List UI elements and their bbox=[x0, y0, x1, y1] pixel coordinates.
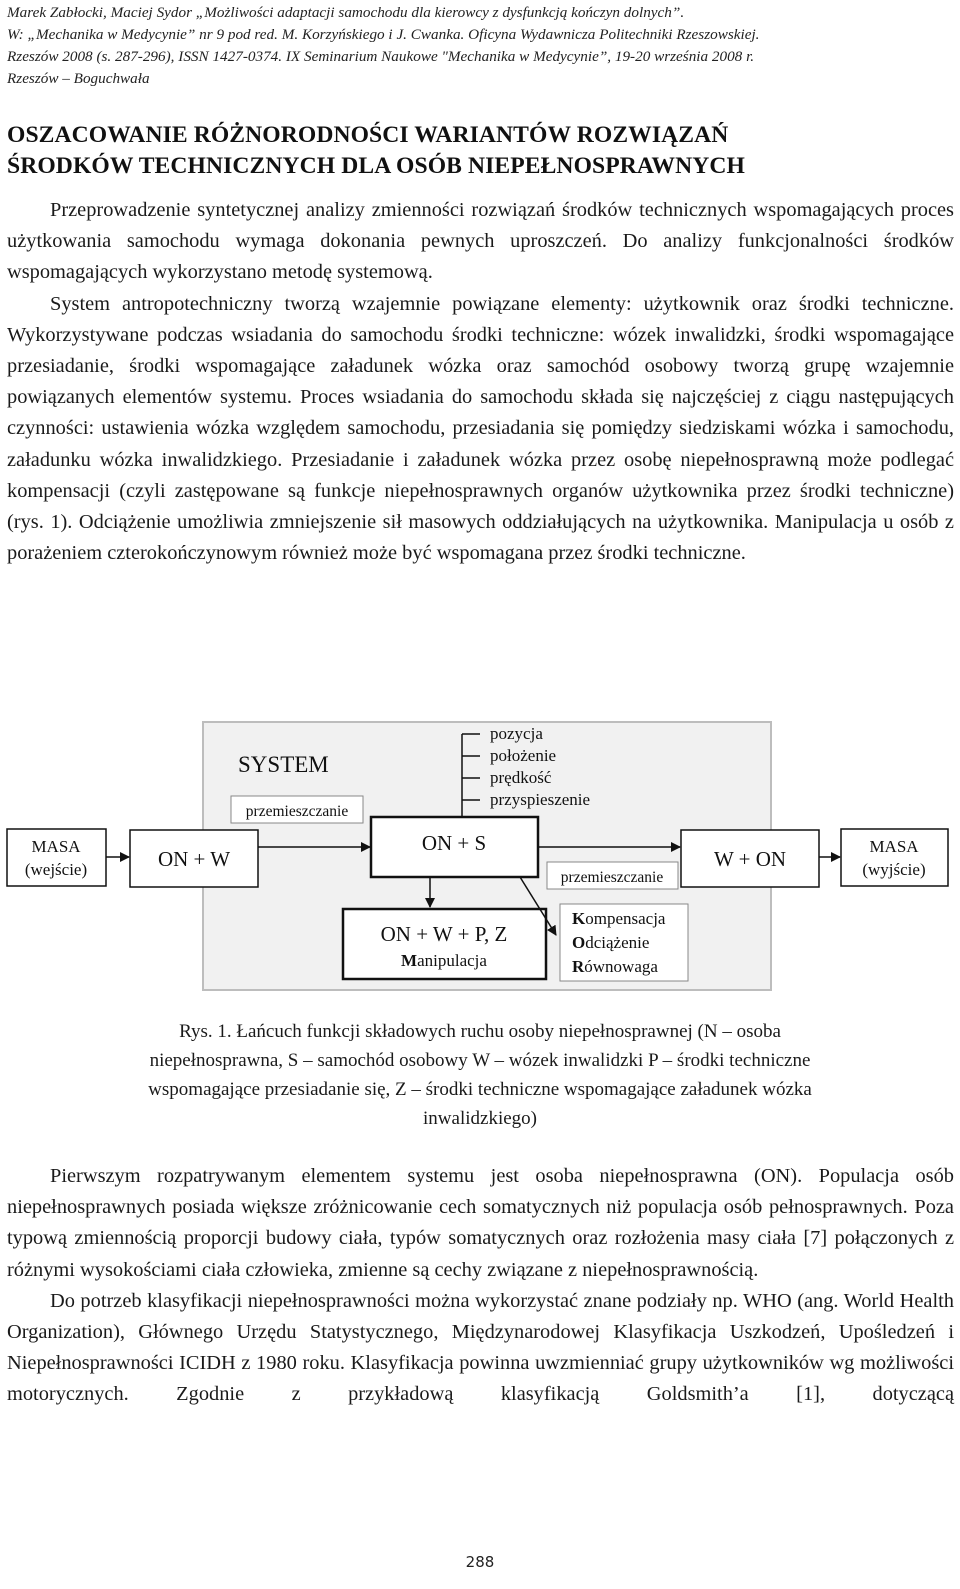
citation-line-2: W: „Mechanika w Medycynie” nr 9 pod red. M. Korzyńskiego i J. Cwanka. Oficyna Wydawnicza Politechniki Rzeszowskiej. bbox=[7, 26, 760, 43]
przemieszczanie-right-label: przemieszczanie bbox=[560, 869, 664, 886]
title-line-1: OSZACOWANIE RÓŻNORODNOŚCI WARIANTÓW ROZWIĄZAŃ bbox=[7, 122, 729, 148]
body-section-2 bbox=[7, 1161, 954, 1411]
on-s-label: ON + S bbox=[421, 831, 487, 855]
paragraph-3: Pierwszym rozpatrywanym elementem systemu jest osoba niepełnosprawna (ON). Populacja osób niepełnosprawnych posiada większe zróżnicowanie cech somatycznych niż populacja osób pełnosprawnych. Poza typową zmiennością proporcji budowy ciała, typów somatycznych oraz rozłożenia masy ciała [7] połączonych z różnymi wysokościami ciała człowieka, zmienne są cechy związane z niepełnosprawnością. bbox=[7, 1165, 954, 1281]
caption-line-1: Rys. 1. Łańcuch funkcji składowych ruchu osoby niepełnosprawnej (N – osoba bbox=[179, 1021, 781, 1042]
citation-line-4: Rzeszów – Boguchwała bbox=[7, 70, 150, 87]
masa-input-line2: (wejście) bbox=[24, 860, 88, 879]
masa-input-line1: MASA bbox=[31, 837, 81, 856]
paper-title bbox=[7, 120, 952, 182]
branch-item: przyspieszenie bbox=[490, 790, 591, 809]
system-diagram bbox=[0, 712, 960, 1012]
kor-item: Odciążenie bbox=[572, 933, 650, 952]
paragraph-1: Przeprowadzenie syntetycznej analizy zmienności rozwiązań środków technicznych wspomagających proces użytkowania samochodu wymaga dokonania pewnych uproszczeń. Do analizy funkcjonalności środków wspomagających wykorzystano metodę systemową. bbox=[7, 199, 954, 284]
paragraph-2: System antropotechniczny tworzą wzajemnie powiązane elementy: użytkownik oraz środki techniczne. Wykorzystywane podczas wsiadania do samochodu środki techniczne: wózek inwalidzki, środki wspomagające przesiadanie, środki wspomagające załadunek wózka oraz samochód osobowy tworzą grupę wzajemnie powiązanych elementów systemu. Proces wsiadania do samochodu składa się najczęściej z ciągu następujących czynności: ustawienia wózka względem samochodu, przesiadania się pomiędzy siedziskami wózka i samochodu, załadunku wózka inwalidzkiego. Przesiadanie i załadunek wózka przez osobę niepełnosprawną może podlegać kompensacji (czyli zastępowane są funkcje niepełnosprawnych organów użytkownika przez środki techniczne) (rys. 1). Odciążenie umożliwia zmniejszenie sił masowych oddziałujących na użytkownika. Manipulacja u osób z porażeniem czterokończynowym również może być wspomagana przez środki techniczne. bbox=[7, 292, 954, 565]
caption-line-2: niepełnosprawna, S – samochód osobowy W – wózek inwalidzki P – środki techniczne bbox=[149, 1050, 811, 1071]
kor-item: Kompensacja bbox=[572, 909, 666, 928]
przemieszczanie-top-label: przemieszczanie bbox=[245, 803, 349, 820]
citation-line-1: Marek Zabłocki, Maciej Sydor „Możliwości adaptacji samochodu dla kierowcy z dysfunkcją kończyn dolnych”. bbox=[7, 4, 685, 21]
on-w-label: ON + W bbox=[157, 847, 231, 871]
title-line-2: ŚRODKÓW TECHNICZNYCH DLA OSÓB NIEPEŁNOSPRAWNYCH bbox=[7, 153, 745, 179]
manipulacja-label: Manipulacja bbox=[401, 951, 487, 970]
w-on-label: W + ON bbox=[713, 847, 787, 871]
citation-header bbox=[7, 2, 947, 90]
caption-line-3: wspomagające przesiadanie się, Z – środki techniczne wspomagające załadunek wózka bbox=[148, 1079, 812, 1100]
system-label: SYSTEM bbox=[238, 752, 329, 777]
branch-item: pozycja bbox=[490, 724, 543, 743]
kor-item: Równowaga bbox=[572, 957, 658, 976]
citation-line-3: Rzeszów 2008 (s. 287-296), ISSN 1427-0374. IX Seminarium Naukowe "Mechanika w Medycynie”, 19-20 września 2008 r. bbox=[7, 48, 755, 65]
branch-item: prędkość bbox=[490, 768, 552, 787]
figure-caption bbox=[20, 1017, 940, 1133]
masa-output-line2: (wyjście) bbox=[862, 860, 926, 879]
masa-output-line1: MASA bbox=[869, 837, 919, 856]
caption-line-4: inwalidzkiego) bbox=[423, 1108, 537, 1129]
on-w-p-z-line1: ON + W + P, Z bbox=[380, 922, 508, 946]
branch-item: położenie bbox=[490, 746, 557, 765]
body-section-1 bbox=[7, 195, 954, 569]
page-number: 288 bbox=[465, 1553, 495, 1571]
paragraph-4: Do potrzeb klasyfikacji niepełnosprawności można wykorzystać znane podziały np. WHO (ang. World Health Organization), Głównego Urzędu Statystycznego, Międzynarodowej Klasyfikacja Uszkodzeń, Upośledzeń i Niepełnosprawności ICIDH z 1980 roku. Klasyfikacja powinna uwzmienniać grupy użytkowników wg możliwości motorycznych. Zgodnie z przykładową klasyfikacją Goldsmith’a [1], dotyczącą bbox=[7, 1289, 954, 1406]
